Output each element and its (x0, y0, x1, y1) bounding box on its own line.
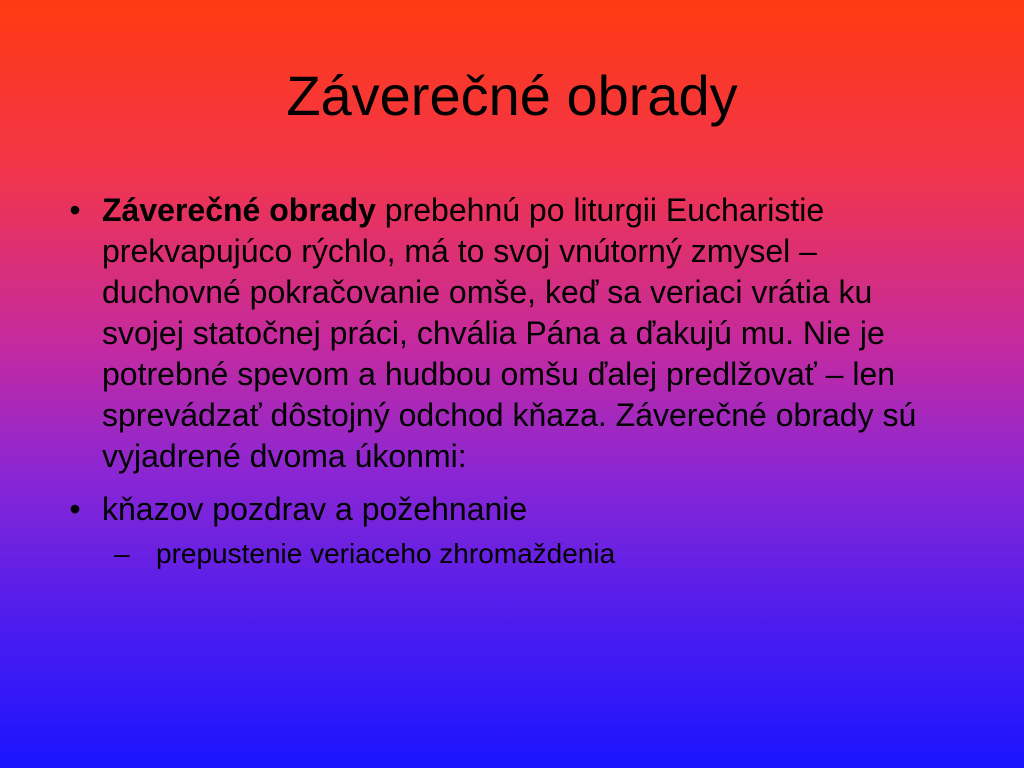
bullet-text: kňazov pozdrav a požehnanie (102, 491, 528, 527)
bullet-marker: • (69, 491, 81, 527)
bullet-text (102, 190, 962, 477)
bullet-item (60, 489, 980, 530)
sub-bullet-marker: – (114, 538, 130, 569)
slide-content (60, 190, 980, 572)
bullet-body: prebehnú po liturgii Eucharistie prekvapujúco rýchlo, má to svoj vnútorný zmysel – duchovné pokračovanie omše, keď sa veriaci vrátia ku svojej statočnej práci, chvália Pána a ďakujú mu. Nie je potrebné spevom a hudbou omšu ďalej predlžovať – len sprevádzať dôstojný odchod kňaza. Záverečné obrady sú vyjadrené dvoma úkonmi: (102, 192, 917, 474)
sub-bullet-item (60, 536, 980, 572)
bullet-item (60, 190, 980, 477)
bullet-marker: • (69, 192, 81, 228)
slide-title: Záverečné obrady (286, 64, 738, 127)
sub-bullet-text: prepustenie veriaceho zhromaždenia (156, 538, 616, 569)
bullet-bold-lead: Záverečné obrady (102, 192, 376, 228)
